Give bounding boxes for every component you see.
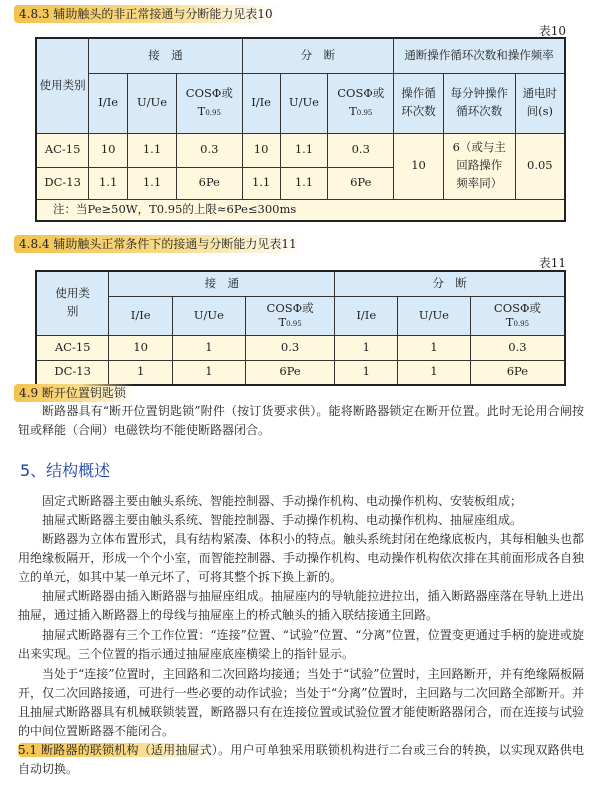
col-ile: I/Ie	[335, 296, 398, 335]
cell: 10	[242, 133, 280, 167]
paragraph-text: 。用户可单独采用联锁机构进行二台或三台的转换，以实现双路供电自动切换。	[18, 743, 584, 776]
cell: 6（或与主回路操作频率同）	[443, 133, 515, 199]
cell: 0.05	[515, 133, 565, 199]
cell: 6Pe	[245, 360, 335, 385]
cell: 10	[109, 335, 173, 360]
cell: 1	[335, 335, 398, 360]
cell: 1	[173, 335, 246, 360]
section-heading-4-8-4: 4.8.4 辅助触头正常条件下的接通与分断能力见表11	[14, 235, 305, 253]
cell: 10	[394, 133, 444, 199]
col-uue: U/Ue	[173, 296, 246, 335]
paragraph: 固定式断路器主要由触头系统、智能控制器、手动操作机构、电动操作机构、安装板组成；	[42, 494, 523, 508]
cell: 1	[173, 360, 246, 385]
cell: 0.3	[176, 133, 242, 167]
col-permin: 每分钟操作循环次数	[443, 73, 515, 133]
col-cos: COSΦ或 T0.95	[328, 73, 394, 133]
cell: DC-13	[36, 167, 89, 199]
cell: 1.1	[280, 133, 328, 167]
cell: 1.1	[128, 133, 177, 167]
paragraph: 抽屉式断路器主要由触头系统、智能控制器、手动操作机构、电动操作机构、抽屉座组成。	[42, 513, 523, 527]
header-category: 使用类别	[36, 271, 109, 335]
col-cos: COSΦ或 T0.95	[176, 73, 242, 133]
cell: 1.1	[89, 167, 128, 199]
table-row	[36, 133, 565, 167]
table-row	[36, 360, 565, 385]
cell: DC-13	[36, 360, 109, 385]
header-break: 分 断	[335, 271, 565, 296]
col-cos: COSΦ或 T0.95	[245, 296, 335, 335]
col-ile: I/Ie	[89, 73, 128, 133]
table-number: 表11	[538, 256, 566, 270]
cell: 1	[398, 335, 471, 360]
cell: 0.3	[470, 335, 565, 360]
paragraph: 断路器具有“断开位置钥匙锁”附件（按订货要求供）。能将断路器锁定在断开位置。此时无论用合闸按钮或释能（合闸）电磁铁均不能使断路器闭合。	[18, 404, 584, 437]
header-ops: 通断操作循环次数和操作频率	[394, 38, 565, 73]
col-time: 通电时间(s)	[515, 73, 565, 133]
col-uue: U/Ue	[128, 73, 177, 133]
table-number: 表10	[538, 24, 566, 38]
cell: 6Pe	[328, 167, 394, 199]
cell: 1.1	[242, 167, 280, 199]
table-note: 注：当Pe≥50W，T0.95的上限≈6Pe≤300ms	[36, 199, 565, 221]
col-ops: 操作循环次数	[394, 73, 444, 133]
cell: 6Pe	[470, 360, 565, 385]
paragraph: 当处于“连接”位置时，主回路和二次回路均接通；当处于“试验”位置时，主回路断开，并有绝缘隔板隔开，仅二次回路接通，可进行一些必要的动作试验；当处于“分离”位置时，主回路与二次回路全部断开。并且抽屉式断路器具有机械联锁装置，断路器只有在连接位置或试验位置才能使断路器闭合，而在连接与试验的中间位置断路器不能闭合。	[18, 667, 584, 738]
cell: 1	[335, 360, 398, 385]
cell: 6Pe	[176, 167, 242, 199]
cell: AC-15	[36, 335, 109, 360]
paragraph: 抽屉式断路器有三个工作位置：“连接”位置、“试验”位置、“分离”位置，位置变更通过手柄的旋进或旋出来实现。三个位置的指示通过抽屉座底座横梁上的指针显示。	[18, 628, 584, 661]
cell: 0.3	[328, 133, 394, 167]
section-heading-4-8-3: 4.8.3 辅助触头的非正常接通与分断能力见表10	[14, 5, 281, 23]
col-ile: I/Ie	[242, 73, 280, 133]
table-row	[36, 335, 565, 360]
cell: 0.3	[245, 335, 335, 360]
section-title-5: 5、结构概述	[20, 461, 111, 480]
table-10	[35, 37, 566, 222]
col-uue: U/Ue	[280, 73, 328, 133]
paragraph-5-1	[18, 741, 584, 779]
cell: 1	[109, 360, 173, 385]
cell: AC-15	[36, 133, 89, 167]
header-category: 使用类别	[36, 38, 89, 133]
cell: 10	[89, 133, 128, 167]
header-make: 接 通	[89, 38, 242, 73]
header-make: 接 通	[109, 271, 335, 296]
cell: 1.1	[280, 167, 328, 199]
section-heading-4-9: 4.9 断开位置钥匙锁	[14, 384, 134, 402]
paragraph: 抽屉式断路器由插入断路器与抽屉座组成。抽屉座内的导轨能拉进拉出，插入断路器座落在导轨上进出抽屉，通过插入断路器上的母线与抽屉座上的桥式触头的插入联结接通主回路。	[18, 589, 584, 622]
table-11	[35, 270, 566, 386]
col-ile: I/Ie	[109, 296, 173, 335]
section-heading-5-1: 5.1 断路器的联锁机构（适用抽屉式）	[18, 743, 219, 757]
cell: 1.1	[128, 167, 177, 199]
cell: 1	[398, 360, 471, 385]
header-break: 分 断	[242, 38, 393, 73]
col-cos: COSΦ或 T0.95	[470, 296, 565, 335]
paragraph: 断路器为立体布置形式，具有结构紧凑、体积小的特点。触头系统封闭在绝缘底板内，其每相触头也都用绝缘板隔开，形成一个个小室，而智能控制器、手动操作机构、电动操作机构依次排在其前面形成各自独立的单元，如其中某一单元坏了，可将其整个拆下换上新的。	[18, 532, 584, 584]
col-uue: U/Ue	[398, 296, 471, 335]
